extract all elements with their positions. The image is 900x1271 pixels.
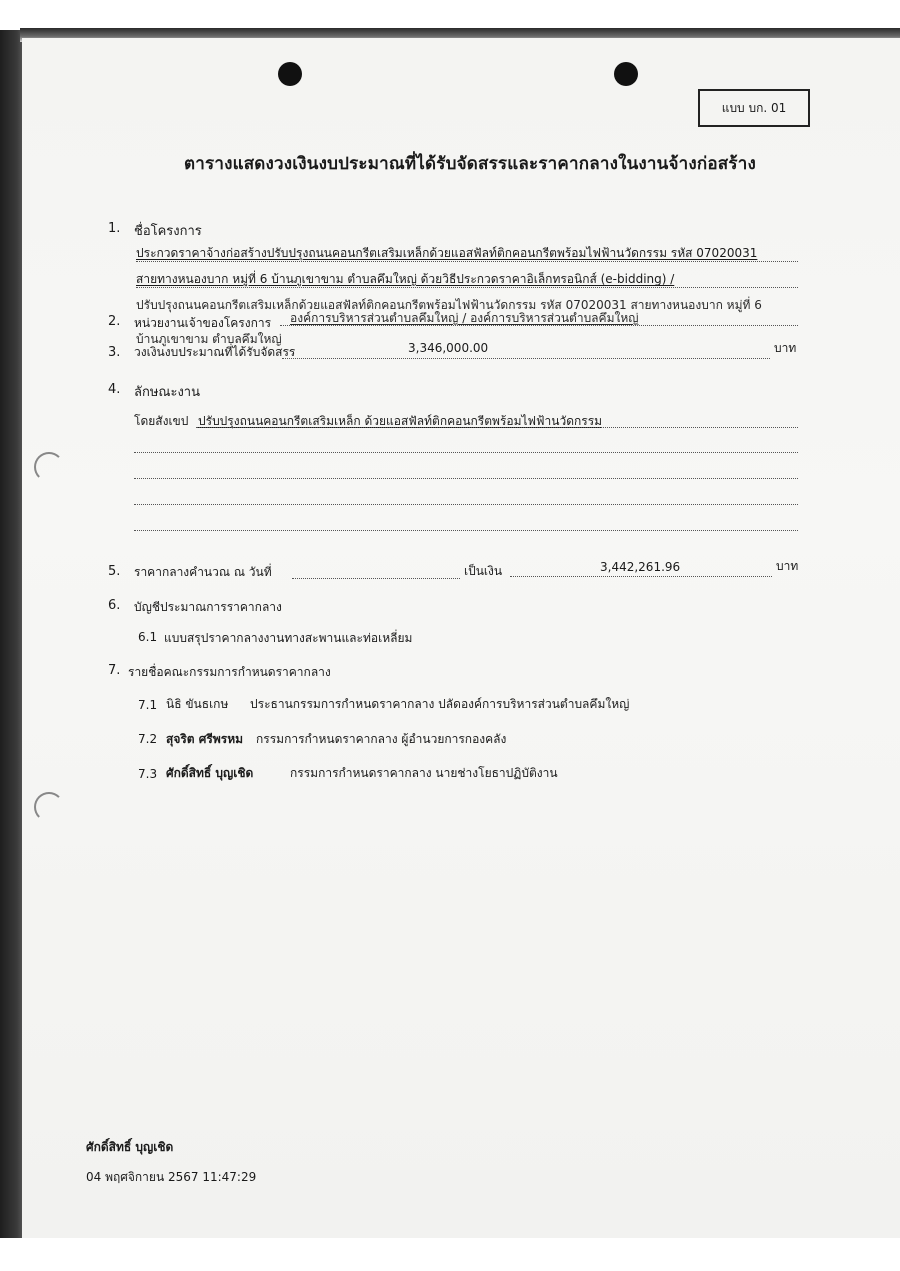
staple-mark-lower xyxy=(34,792,64,822)
member-7-3-role: กรรมการกำหนดราคากลาง นายช่างโยธาปฏิบัติงาน xyxy=(290,766,558,780)
footer-timestamp: 04 พฤศจิกายน 2567 11:47:29 xyxy=(86,1170,257,1184)
section-6-label: บัญชีประมาณการราคากลาง xyxy=(134,600,282,614)
section-5-label: ราคากลางคำนวณ ณ วันที่ xyxy=(134,565,272,579)
member-7-3-number: 7.3 xyxy=(138,767,158,781)
member-7-3-name: ศักดิ์สิทธิ์ บุญเชิด xyxy=(166,766,254,780)
punch-hole-left xyxy=(278,62,302,86)
section-7-number: 7. xyxy=(108,663,121,678)
budget-value: 3,346,000.00 xyxy=(408,341,489,355)
budget-unit: บาท xyxy=(774,341,797,355)
summary-label: โดยสังเขป xyxy=(134,414,189,428)
blank-dotted-line xyxy=(134,504,798,505)
section-3-label: วงเงินงบประมาณที่ได้รับจัดสรร xyxy=(134,345,296,359)
item-6-1-text: แบบสรุปราคากลางงานทางสะพานและท่อเหลี่ยม xyxy=(164,631,413,645)
dotted-line xyxy=(196,427,798,428)
owner-agency-value: องค์การบริหารส่วนตำบลคึมใหญ่ / องค์การบริหารส่วนตำบลคึมใหญ่ xyxy=(290,311,639,325)
project-name-line-3: ปรับปรุงถนนคอนกรีตเสริมเหล็กด้วยแอสฟัลท์ติกคอนกรีตพร้อมไฟฟ้านวัดกรรม รหัส 07020031 สายทางหนองบาก หมู่ที่ 6 xyxy=(136,298,762,312)
form-code-box: แบบ บก. 01 xyxy=(698,89,810,127)
section-3-number: 3. xyxy=(108,345,121,360)
section-4-label: ลักษณะงาน xyxy=(134,385,200,400)
bottom-margin xyxy=(0,1238,900,1271)
member-7-1-name: นิธิ ขันธเกษ xyxy=(166,697,229,711)
section-4-number: 4. xyxy=(108,382,121,397)
project-name-line-1: ประกวดราคาจ้างก่อสร้างปรับปรุงถนนคอนกรีตเสริมเหล็กด้วยแอสฟัลท์ติกคอนกรีตพร้อมไฟฟ้านวัดกรรม รหัส 07020031 xyxy=(136,246,758,260)
section-1-label: ชื่อโครงการ xyxy=(134,224,202,239)
item-6-1-number: 6.1 xyxy=(138,630,158,644)
member-7-1-role: ประธานกรรมการกำหนดราคากลาง ปลัดองค์การบริหารส่วนตำบลคึมใหญ่ xyxy=(250,697,630,711)
member-7-2-name: สุจริต ศรีพรหม xyxy=(166,732,244,746)
blank-dotted-line xyxy=(134,530,798,531)
section-5-number: 5. xyxy=(108,564,121,579)
median-price-value: 3,442,261.96 xyxy=(600,560,681,574)
dotted-line xyxy=(136,261,798,262)
date-dotted-line xyxy=(292,578,460,579)
median-price-unit: บาท xyxy=(776,559,799,573)
member-7-2-number: 7.2 xyxy=(138,732,158,746)
dotted-line xyxy=(136,287,798,288)
blank-dotted-line xyxy=(134,478,798,479)
scan-left-shadow xyxy=(0,30,24,1271)
member-7-2-role: กรรมการกำหนดราคากลาง ผู้อำนวยการกองคลัง xyxy=(256,732,507,746)
work-summary-value: ปรับปรุงถนนคอนกรีตเสริมเหล็ก ด้วยแอสฟัลท์ติกคอนกรีตพร้อมไฟฟ้านวัดกรรม xyxy=(198,414,603,428)
footer-signer: ศักดิ์สิทธิ์ บุญเชิด xyxy=(86,1140,174,1154)
section-1-number: 1. xyxy=(108,221,121,236)
staple-mark-upper xyxy=(34,452,64,482)
section-7-label: รายชื่อคณะกรรมการกำหนดราคากลาง xyxy=(128,665,331,679)
dotted-line xyxy=(282,358,770,359)
member-7-1-number: 7.1 xyxy=(138,698,158,712)
punch-hole-right xyxy=(614,62,638,86)
dotted-line xyxy=(280,325,798,326)
section-2-label: หน่วยงานเจ้าของโครงการ xyxy=(134,316,272,330)
section-2-number: 2. xyxy=(108,314,121,329)
dotted-line xyxy=(510,576,772,577)
amount-label: เป็นเงิน xyxy=(464,564,503,578)
project-name-line-4: บ้านภูเขาขาม ตำบลคึมใหญ่ xyxy=(136,332,282,346)
page-title: ตารางแสดงวงเงินงบประมาณที่ได้รับจัดสรรและราคากลางในงานจ้างก่อสร้าง xyxy=(184,154,756,174)
blank-dotted-line xyxy=(134,452,798,453)
project-name-line-2: สายทางหนองบาก หมู่ที่ 6 บ้านภูเขาขาม ตำบลคึมใหญ่ ด้วยวิธีประกวดราคาอิเล็กทรอนิกส์ (e-bidding) / xyxy=(136,272,675,286)
section-6-number: 6. xyxy=(108,598,121,613)
